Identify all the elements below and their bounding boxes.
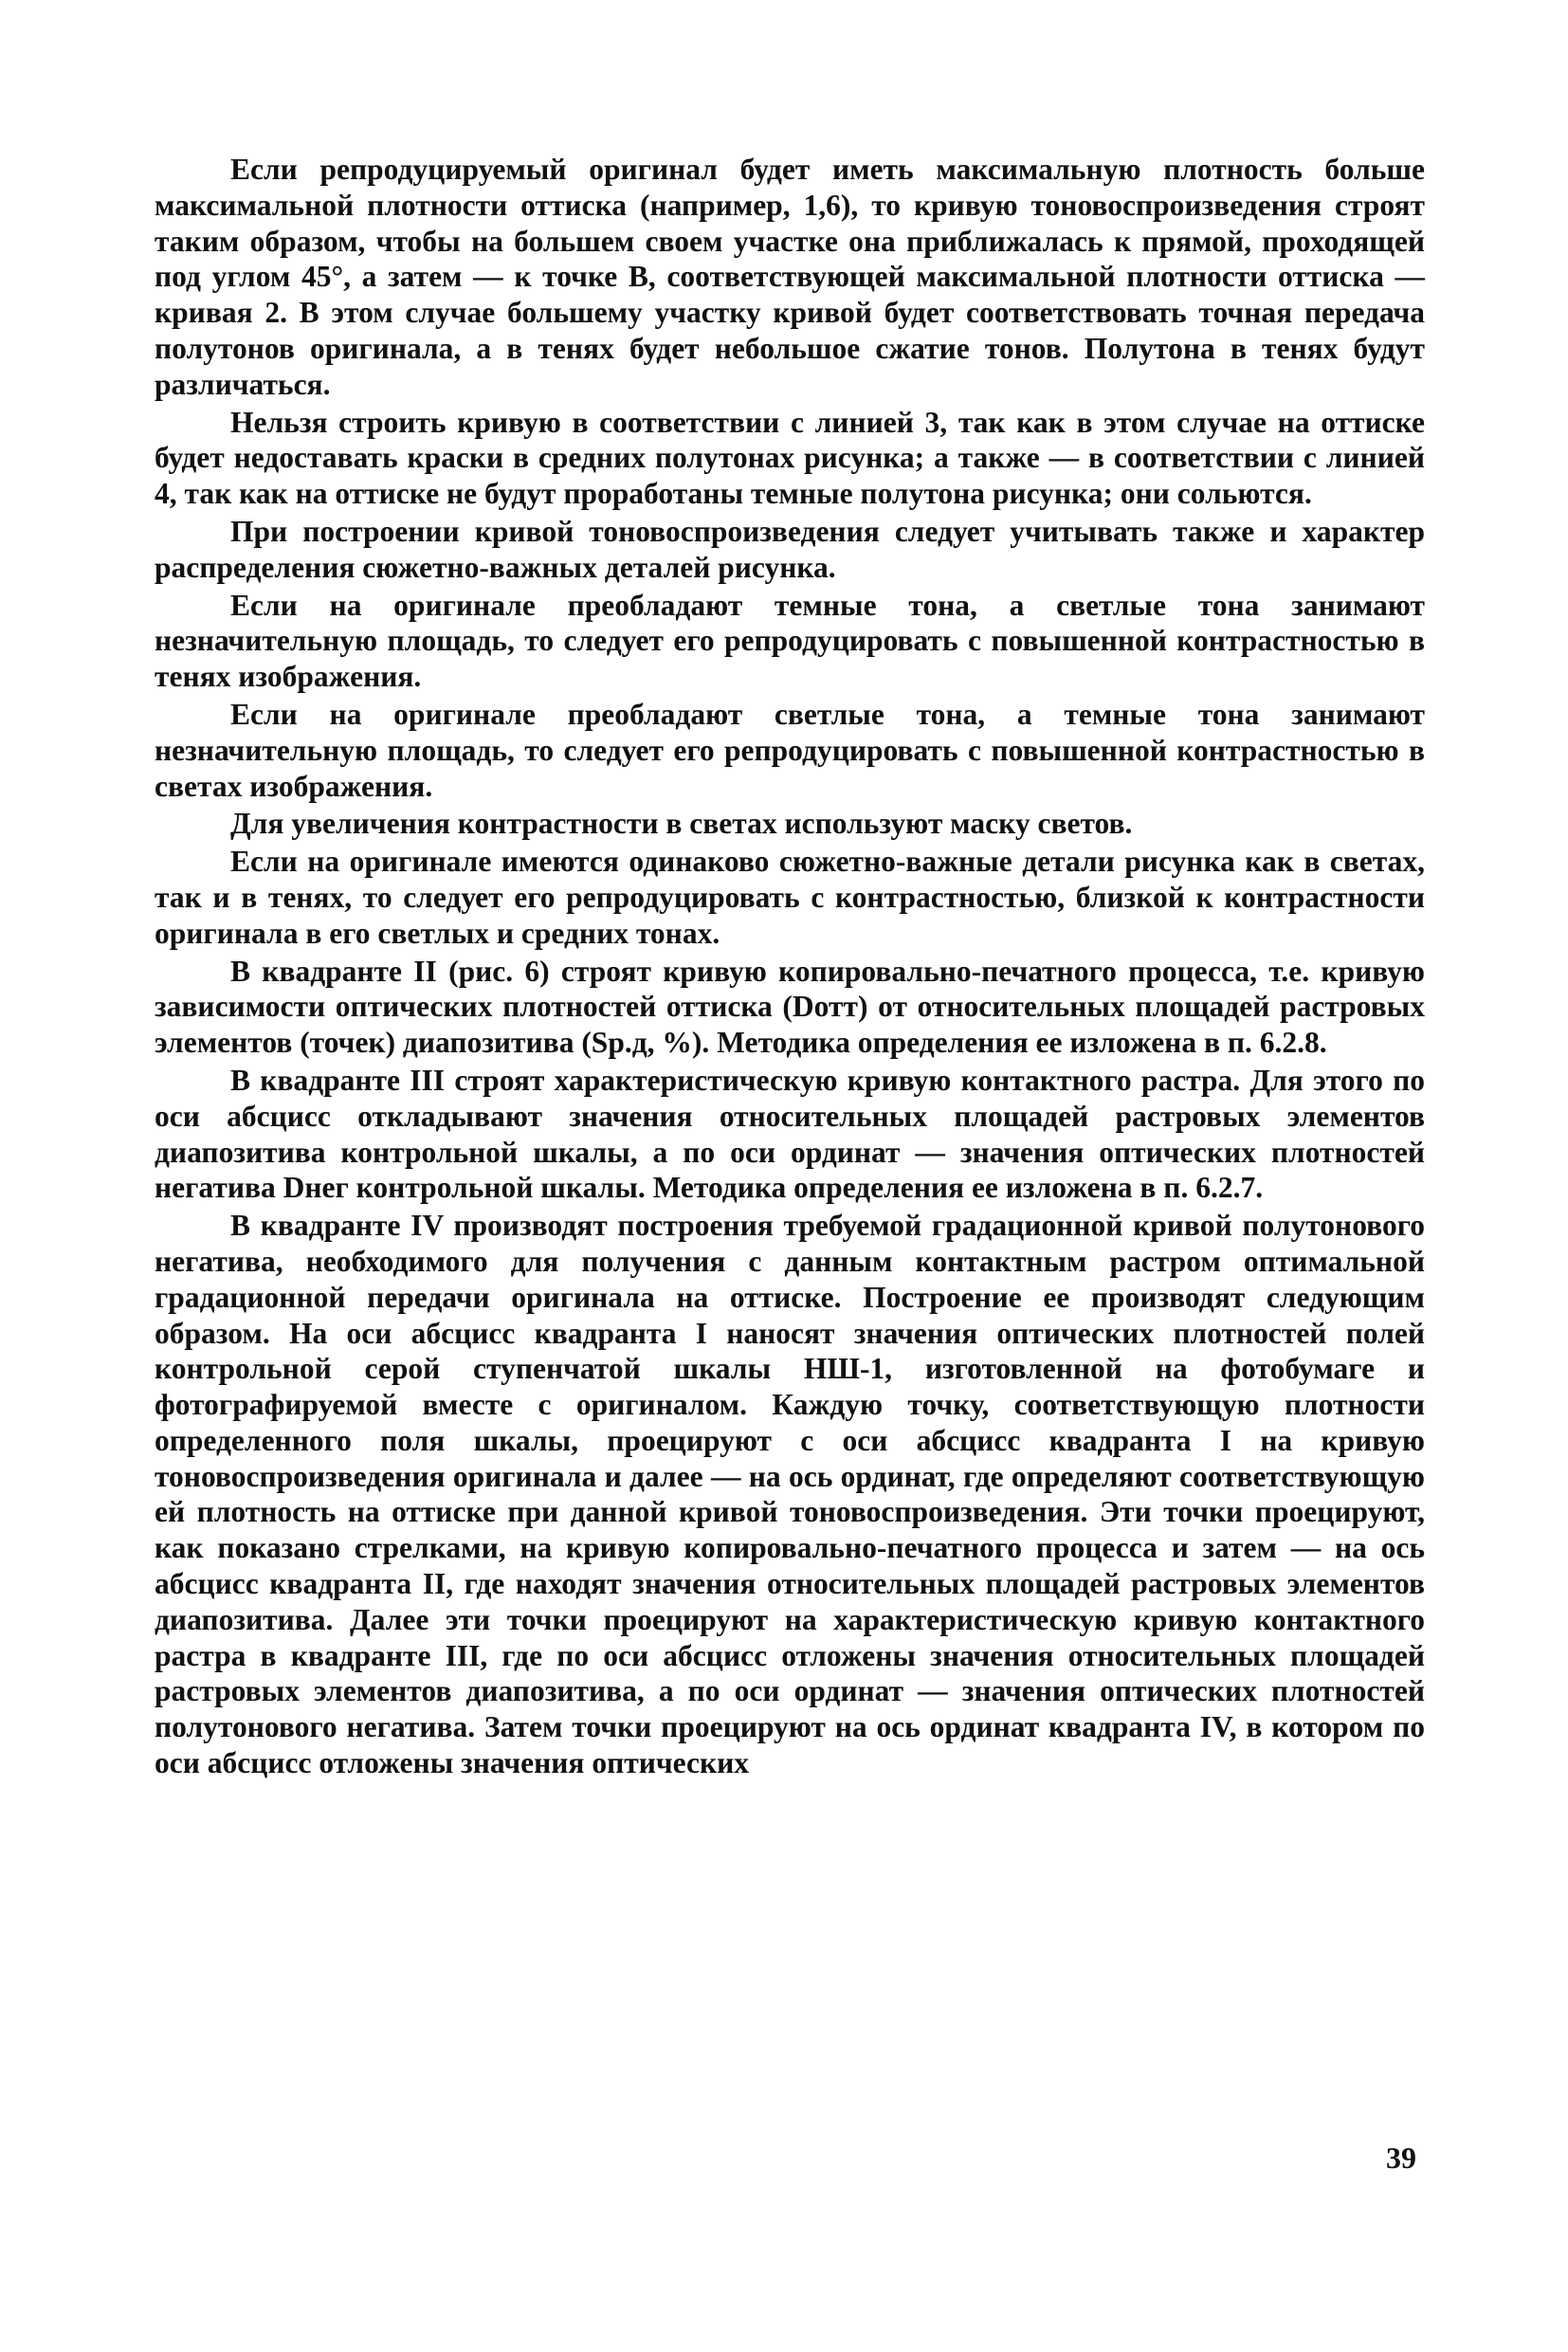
paragraph: Для увеличения контрастности в светах используют маску светов.	[230, 807, 1133, 841]
paragraph: Если репродуцируемый оригинал будет иметь максимальную плотность больше максимальной плотности оттиска (например, 1,6), то кривую тоновоспроизведения строят таким образом, чтобы на большем своем участке она приближалась к прямой, проходящей под углом 45°, а затем — к точке В, соответствующей максимальной плотности оттиска — кривая 2. В этом случае большему участку кривой будет соответствовать точная передача полутонов оригинала, а в тенях будет небольшое сжатие тонов. Полутона в тенях будут различаться.	[155, 153, 1425, 401]
paragraph: Нельзя строить кривую в соответствии с линией 3, так как в этом случае на оттиске будет недоставать краски в средних полутонах рисунка; а также — в соответствии с линией 4, так как на оттиске не будут проработаны темные полутона рисунка; они сольются.	[155, 405, 1425, 511]
paragraph: При построении кривой тоновоспроизведения следует учитывать также и характер распределения сюжетно-важных деталей рисунка.	[155, 514, 1425, 584]
paragraph: В квадранте IV производят построения требуемой градационной кривой полутонового негатива, необходимого для получения с данным контактным растром оптимальной градационной передачи оригинала на оттиске. Построение ее производят следующим образом. На оси абсцисс квадранта I наносят значения оптических плотностей полей контрольной серой ступенчатой шкалы НШ-1, изготовленной на фотобумаге и фотографируемой вместе с оригиналом. Каждую точку, соответствующую плотности определенного поля шкалы, проецируют с оси абсцисс квадранта I на кривую тоновоспроизведения оригинала и далее — на ось ординат, где определяют соответствующую ей плотность на оттиске при данной кривой тоновоспроизведения. Эти точки проецируют, как показано стрелками, на кривую копировально-печатного процесса и затем — на ось абсцисс квадранта II, где находят значения относительных площадей растровых элементов диапозитива. Далее эти точки проецируют на характеристическую кривую контактного растра в квадранте III, где по оси абсцисс отложены значения относительных площадей растровых элементов диапозитива, а по оси ординат — значения оптических плотностей полутонового негатива. Затем точки проецируют на ось ординат квадранта IV, в котором по оси абсцисс отложены значения оптических	[155, 1209, 1425, 1780]
body-text	[155, 152, 1425, 1783]
page-number: 39	[1386, 2141, 1416, 2175]
paragraph: Если на оригинале преобладают темные тона, а светлые тона занимают незначительную площадь, то следует его репродуцировать с повышенной контрастностью в тенях изображения.	[155, 588, 1425, 694]
paragraph: В квадранте III строят характеристическую кривую контактного растра. Для этого по оси абсцисс откладывают значения относительных площадей растровых элементов диапозитива контрольной шкалы, а по оси ординат — значения оптических плотностей негатива Dнег контрольной шкалы. Методика определения ее изложена в п. 6.2.7.	[155, 1063, 1425, 1205]
paragraph: Если на оригинале имеются одинаково сюжетно-важные детали рисунка как в светах, так и в тенях, то следует его репродуцировать с контрастностью, близкой к контрастности оригинала в его светлых и средних тонах.	[155, 845, 1425, 950]
paragraph: В квадранте II (рис. 6) строят кривую копировально-печатного процесса, т.е. кривую зависимости оптических плотностей оттиска (Dотт) от относительных площадей растровых элементов (точек) диапозитива (Sр.д, %). Методика определения ее изложена в п. 6.2.8.	[155, 954, 1425, 1060]
paragraph: Если на оригинале преобладают светлые тона, а темные тона занимают незначительную площадь, то следует его репродуцировать с повышенной контрастностью в светах изображения.	[155, 697, 1425, 803]
